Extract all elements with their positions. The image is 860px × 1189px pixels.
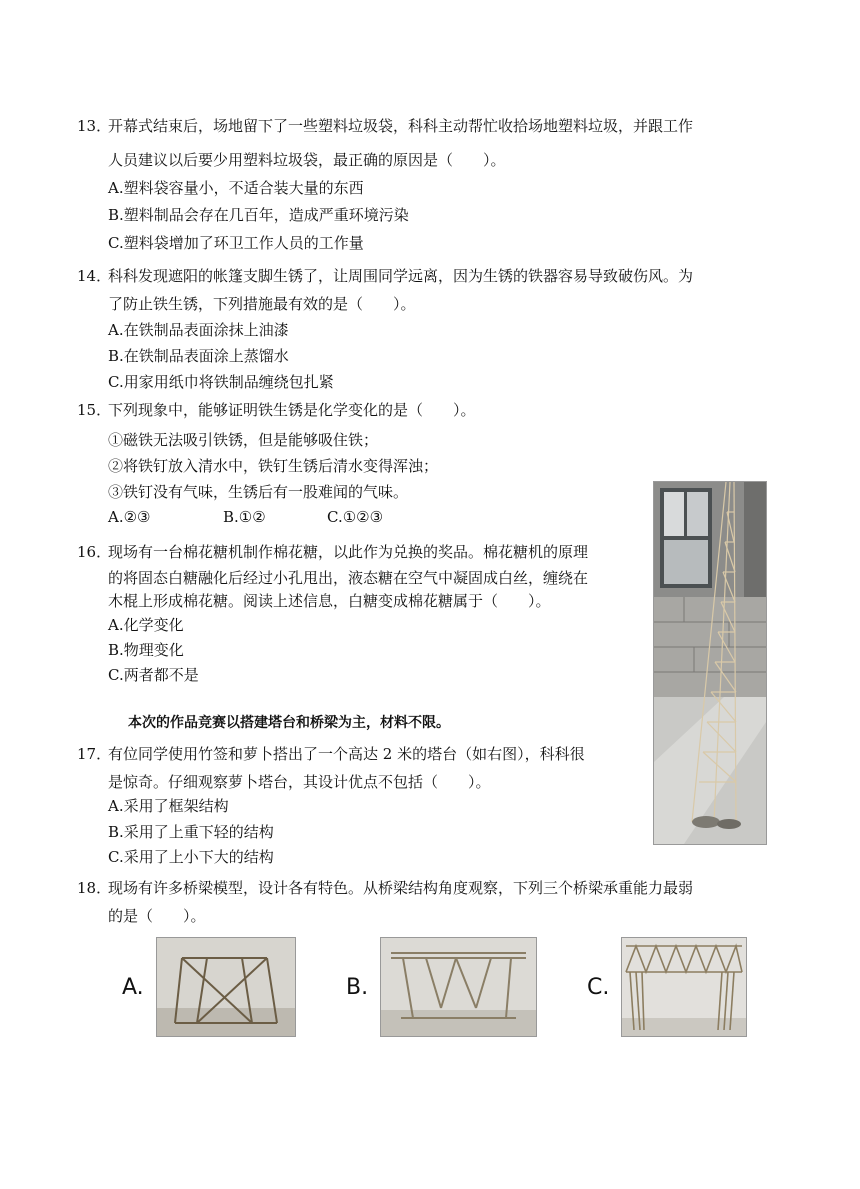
q14-stem-2: 了防止铁生锈，下列措施最有效的是（ ）。 bbox=[108, 295, 416, 313]
q13-number: 13． bbox=[77, 117, 112, 135]
section-note: 本次的作品竞赛以搭建塔台和桥梁为主，材料不限。 bbox=[128, 715, 450, 731]
q16-number: 16． bbox=[77, 543, 112, 561]
q13-stem-2: 人员建议以后要少用塑料垃圾袋，最正确的原因是（ ）。 bbox=[108, 151, 506, 169]
q15-option-a: A.②③ bbox=[108, 508, 151, 526]
q15-option-c: C.①②③ bbox=[327, 508, 384, 526]
q16-stem-3: 木棍上形成棉花糖。阅读上述信息，白糖变成棉花糖属于（ ）。 bbox=[108, 592, 551, 610]
bridge-label-b: B. bbox=[346, 975, 369, 1000]
bridge-a-drawing bbox=[157, 938, 295, 1036]
q18-stem-2: 的是（ ）。 bbox=[108, 907, 206, 925]
q13-option-a: A.塑料袋容量小，不适合装大量的东西 bbox=[108, 179, 364, 197]
q15-statement-1: ①磁铁无法吸引铁锈，但是能够吸住铁； bbox=[108, 431, 379, 449]
q17-option-c: C.采用了上小下大的结构 bbox=[108, 848, 274, 866]
q16-option-a: A.化学变化 bbox=[108, 616, 184, 634]
q14-number: 14． bbox=[77, 267, 112, 285]
q15-stem: 下列现象中，能够证明铁生锈是化学变化的是（ ）。 bbox=[108, 401, 476, 419]
q16-stem-2: 的将固态白糖融化后经过小孔甩出，液态糖在空气中凝固成白丝，缠绕在 bbox=[108, 569, 589, 587]
q15-option-b: B.①② bbox=[223, 508, 266, 526]
q15-statement-3: ③铁钉没有气味，生锈后有一股难闻的气味。 bbox=[108, 483, 409, 501]
q15-statement-2: ②将铁钉放入清水中，铁钉生锈后清水变得浑浊； bbox=[108, 457, 439, 475]
bridge-photo-a bbox=[156, 937, 296, 1037]
q15-number: 15． bbox=[77, 401, 112, 419]
q14-stem-1: 科科发现遮阳的帐篷支脚生锈了，让周围同学远离，因为生锈的铁器容易导致破伤风。为 bbox=[108, 267, 694, 285]
q13-option-b: B.塑料制品会存在几百年，造成严重环境污染 bbox=[108, 206, 409, 224]
q14-option-b: B.在铁制品表面涂上蒸馏水 bbox=[108, 347, 289, 365]
tower-photo-drawing bbox=[654, 482, 766, 844]
bridge-b-drawing bbox=[381, 938, 536, 1036]
q17-stem-2: 是惊奇。仔细观察萝卜塔台，其设计优点不包括（ ）。 bbox=[108, 773, 491, 791]
tower-photo bbox=[653, 481, 767, 845]
q18-number: 18． bbox=[77, 879, 112, 897]
q16-option-b: B.物理变化 bbox=[108, 641, 184, 659]
q17-option-b: B.采用了上重下轻的结构 bbox=[108, 823, 274, 841]
q16-option-c: C.两者都不是 bbox=[108, 666, 199, 684]
bridge-c-drawing bbox=[622, 938, 746, 1036]
q17-stem-1: 有位同学使用竹签和萝卜搭出了一个高达 2 米的塔台（如右图），科科很 bbox=[108, 745, 585, 763]
q14-option-c: C.用家用纸巾将铁制品缠绕包扎紧 bbox=[108, 373, 334, 391]
bridge-label-c: C. bbox=[587, 975, 610, 1000]
q14-option-a: A.在铁制品表面涂抹上油漆 bbox=[108, 321, 289, 339]
bridge-photo-c bbox=[621, 937, 747, 1037]
q13-stem-1: 开幕式结束后，场地留下了一些塑料垃圾袋，科科主动帮忙收拾场地塑料垃圾，并跟工作 bbox=[108, 117, 694, 135]
bridge-label-a: A. bbox=[122, 975, 144, 1000]
q17-number: 17． bbox=[77, 745, 112, 763]
q13-option-c: C.塑料袋增加了环卫工作人员的工作量 bbox=[108, 234, 364, 252]
q16-stem-1: 现场有一台棉花糖机制作棉花糖，以此作为兑换的奖品。棉花糖机的原理 bbox=[108, 543, 589, 561]
bridge-photo-b bbox=[380, 937, 537, 1037]
q17-option-a: A.采用了框架结构 bbox=[108, 797, 229, 815]
q18-stem-1: 现场有许多桥梁模型，设计各有特色。从桥梁结构角度观察，下列三个桥梁承重能力最弱 bbox=[108, 879, 694, 897]
